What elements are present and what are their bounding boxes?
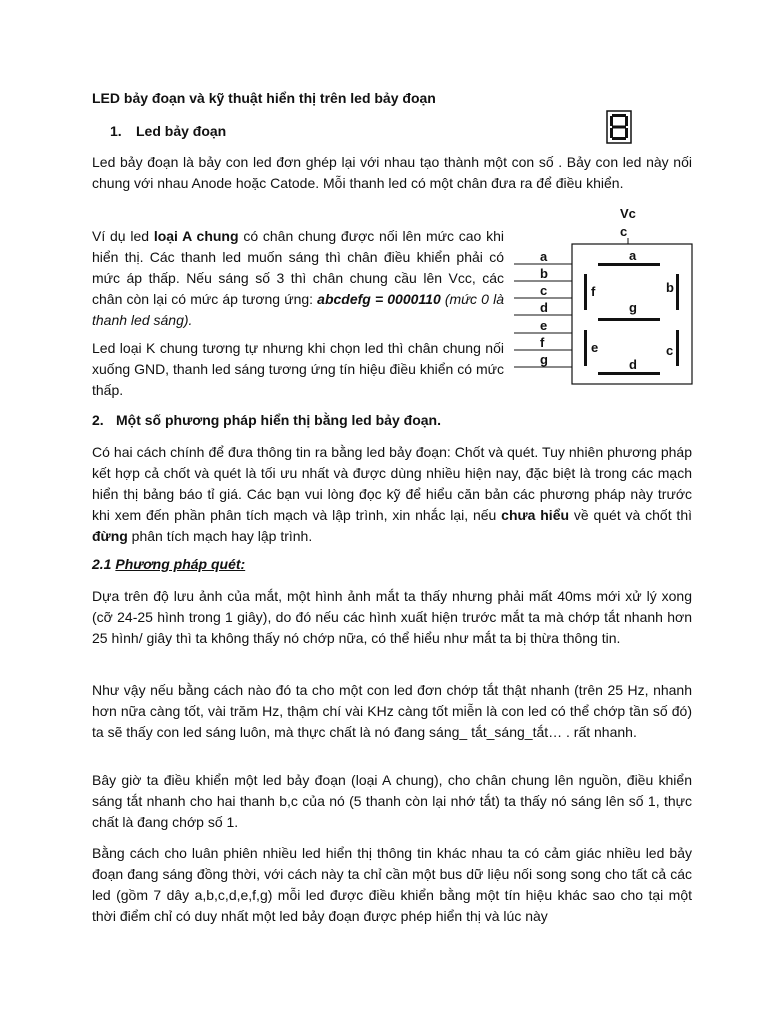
section-1-paragraph-2 (92, 226, 504, 331)
s2-bold-chua-hieu: chưa hiểu (501, 507, 570, 523)
section-1-title: Led bảy đoạn (136, 123, 227, 139)
segment-label-a: a (629, 248, 637, 263)
vcc-label: Vc (620, 206, 636, 221)
section-2-1-paragraph-2: Như vậy nếu bằng cách nào đó ta cho một con led đơn chớp tắt thật nhanh (trên 25 Hz, nhanh hơn nữa càng tốt, vài trăm Hz, thậm chí vài KHz càng tốt miễn là con led có thể chớp tần số đó) ta sẽ thấy con led sáng luôn, mà thực chất là nó đang sáng_ tắt_sáng_tắt… . rất nhanh. (92, 682, 692, 740)
section-2-1-paragraph-1: Dựa trên độ lưu ảnh của mắt, một hình ảnh mắt ta thấy nhưng phải mất 40ms mới xử lý xong (cỡ 24-25 hình trong 1 giây), do đó nếu các hình xuất hiện trước mắt ta mà chớp tắt nhanh hơn 25 hình/ giây thì ta không thấy nó chớp nữa, có thể hiểu như mắt ta bị thừa thông tin. (92, 588, 692, 646)
document-title: LED bảy đoạn và kỹ thuật hiển thị trên led bảy đoạn (92, 90, 436, 106)
p2-bold-a-common: loại A chung (153, 228, 239, 244)
p2-bit-pattern: abcdefg = 0000110 (317, 291, 441, 307)
segment-label-d: d (629, 357, 637, 372)
pin-label-c: c (540, 283, 548, 298)
s2-bold-dung: đừng (92, 528, 128, 544)
section-2-1-title: Phương pháp quét: (115, 556, 246, 572)
seven-segment-diagram (510, 200, 700, 390)
pin-label-e: e (540, 318, 548, 333)
segment-label-c: c (666, 343, 674, 358)
p2-text-a: Ví dụ led (92, 228, 154, 244)
section-2-number: 2. (92, 412, 104, 428)
section-2-1-number: 2.1 (92, 556, 116, 572)
segment-label-e: e (591, 340, 599, 355)
section-1-number: 1. (110, 123, 122, 139)
p2-text-c: có chân chung được nối lên mức cao khi hiển thị. Các thanh led muốn sáng thì chân điều khiển phải có mức áp thấp. Nếu sáng số 3 thì chân chung cầu lên Vcc, các chân còn lại có mức áp tương ứng: (92, 228, 504, 307)
section-1-heading (110, 123, 226, 139)
s2-text-e: phân tích mạch hay lập trình. (127, 528, 313, 544)
s2-text-c: về quét và chốt thì (569, 507, 692, 523)
segment-label-f: f (591, 284, 596, 299)
pin-label-d: d (540, 300, 548, 315)
section-2-1-paragraph-4: Bằng cách cho luân phiên nhiều led hiển thị thông tin khác nhau ta có cảm giác nhiều led bảy đoạn đang sáng đồng thời, với cách này ta chỉ cần một bus dữ liệu nối song song cho tất cả các led (gồm 7 dây a,b,c,d,e,f,g) mỗi led được điều khiển bằng một tín hiệu khác sao cho tại một thời điểm chỉ có duy nhất một led bảy đoạn được phép hiển thị và lúc này (92, 845, 692, 924)
section-2-paragraph-1 (92, 442, 692, 547)
pin-label-b: b (540, 266, 548, 281)
seven-segment-icon (606, 110, 632, 144)
pin-label-a: a (540, 249, 548, 264)
section-1-paragraph-3: Led loại K chung tương tự nhưng khi chọn led thì chân chung nối xuống GND, thanh led sáng tương ứng tín hiệu điều khiển có mức thấp. (92, 340, 504, 398)
pin-label-f: f (540, 335, 545, 350)
segment-label-b: b (666, 280, 674, 295)
section-2-1-paragraph-3: Bây giờ ta điều khiển một led bảy đoạn (loại A chung), cho chân chung lên nguồn, điều khiển sáng tắt nhanh cho hai thanh b,c của nó (5 thanh còn lại nhớ tắt) ta thấy nó sáng lên số 1, thực chất là đang chớp số 1. (92, 772, 692, 830)
p2-note: (mức 0 là thanh led sáng). (92, 291, 504, 328)
segment-label-g: g (629, 300, 637, 315)
section-2-heading (92, 412, 441, 428)
section-2-title: Một số phương pháp hiển thị bằng led bảy đoạn. (116, 412, 441, 428)
pin-label-g: g (540, 352, 548, 367)
s2-text-a: Có hai cách chính để đưa thông tin ra bằng led bảy đoạn: Chốt và quét. Tuy nhiên phương pháp kết hợp cả chốt và quét là tối ưu nhất và được dùng nhiều hiện nay, đặc biệt là trong các mạch hiển thị bảng báo tỉ giá. Các bạn vui lòng đọc kỹ để hiểu căn bản các phương pháp này trước khi xem đến phần phân tích mạch và lập trình, xin nhắc lại, nếu (92, 444, 692, 523)
section-1-paragraph-1: Led bảy đoạn là bảy con led đơn ghép lại với nhau tạo thành một con số . Bảy con led này nối chung với nhau Anode hoặc Catode. Mỗi thanh led có một chân đưa ra để điều khiển. (92, 154, 692, 191)
section-2-1-heading (92, 556, 245, 572)
vcc-label-sub: c (620, 224, 628, 239)
